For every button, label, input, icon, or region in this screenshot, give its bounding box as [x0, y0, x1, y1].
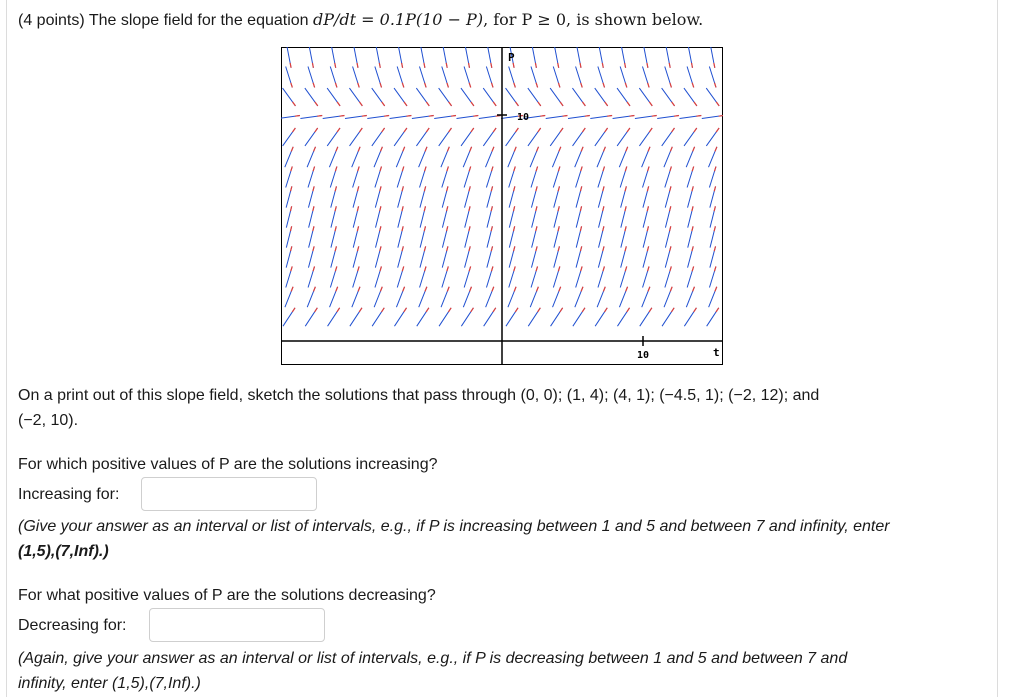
p-tick-label: 10: [517, 112, 530, 123]
slope-segment-tip: [540, 115, 545, 116]
slope-segment-tip: [451, 115, 456, 116]
increasing-question: For which positive values of P are the solutions increasing?: [18, 456, 438, 473]
slope-segment-tip: [629, 115, 634, 116]
decreasing-hint-line1: (Again, give your answer as an interval or list of intervals, e.g., if P is decreasing between 1 and 5 and between 7 and: [18, 650, 848, 667]
t-axis-label: t: [713, 346, 720, 359]
slope-segment-tip: [384, 115, 389, 116]
decreasing-answer-input[interactable]: [149, 608, 325, 642]
increasing-answer-input[interactable]: [141, 477, 317, 511]
slope-segment-tip: [585, 115, 590, 116]
decreasing-label: Decreasing for:: [18, 617, 127, 634]
slope-segment-tip: [607, 115, 612, 116]
p-axis-label: P: [508, 51, 515, 64]
slope-segment-tip: [652, 115, 657, 116]
sketch-instruction-line1: On a print out of this slope field, sketch the solutions that pass through (0, 0); (1, 4); (4, 1); (−4.5, 1); (−2, 12); and: [18, 387, 820, 404]
decreasing-question: For what positive values of P are the solutions decreasing?: [18, 587, 436, 604]
slope-segment-tip: [406, 115, 411, 116]
slope-segment-tip: [340, 115, 345, 116]
slope-segment-tip: [563, 115, 568, 116]
slope-segment-tip: [295, 115, 300, 116]
slope-segment-tip: [719, 115, 723, 116]
equation: dP/dt = 0.1P(10 − P): [313, 10, 484, 29]
increasing-label: Increasing for:: [18, 486, 120, 503]
problem-statement: [18, 10, 703, 31]
slope-segment-tip: [674, 115, 679, 116]
slope-segment-tip: [317, 115, 322, 116]
points-label: (4 points): [18, 12, 85, 29]
slope-segment-tip: [473, 115, 478, 116]
slope-field-plot: [281, 47, 723, 365]
sketch-instruction-line2: (−2, 10).: [18, 412, 79, 429]
slope-segment-tip: [362, 115, 367, 116]
condition-text: , for P ≥ 0, is shown below.: [483, 10, 704, 29]
t-tick-label: 10: [637, 350, 650, 361]
slope-segment-tip: [696, 115, 701, 116]
slope-segment-tip: [429, 115, 434, 116]
increasing-hint-line2: (1,5),(7,Inf).): [18, 543, 109, 560]
decreasing-hint-line2: infinity, enter (1,5),(7,Inf).): [18, 675, 201, 692]
increasing-hint-line1: (Give your answer as an interval or list of intervals, e.g., if P is increasing between 1 and 5 and between 7 and infinity, enter: [18, 518, 890, 535]
intro-text: The slope field for the equation: [88, 12, 309, 29]
